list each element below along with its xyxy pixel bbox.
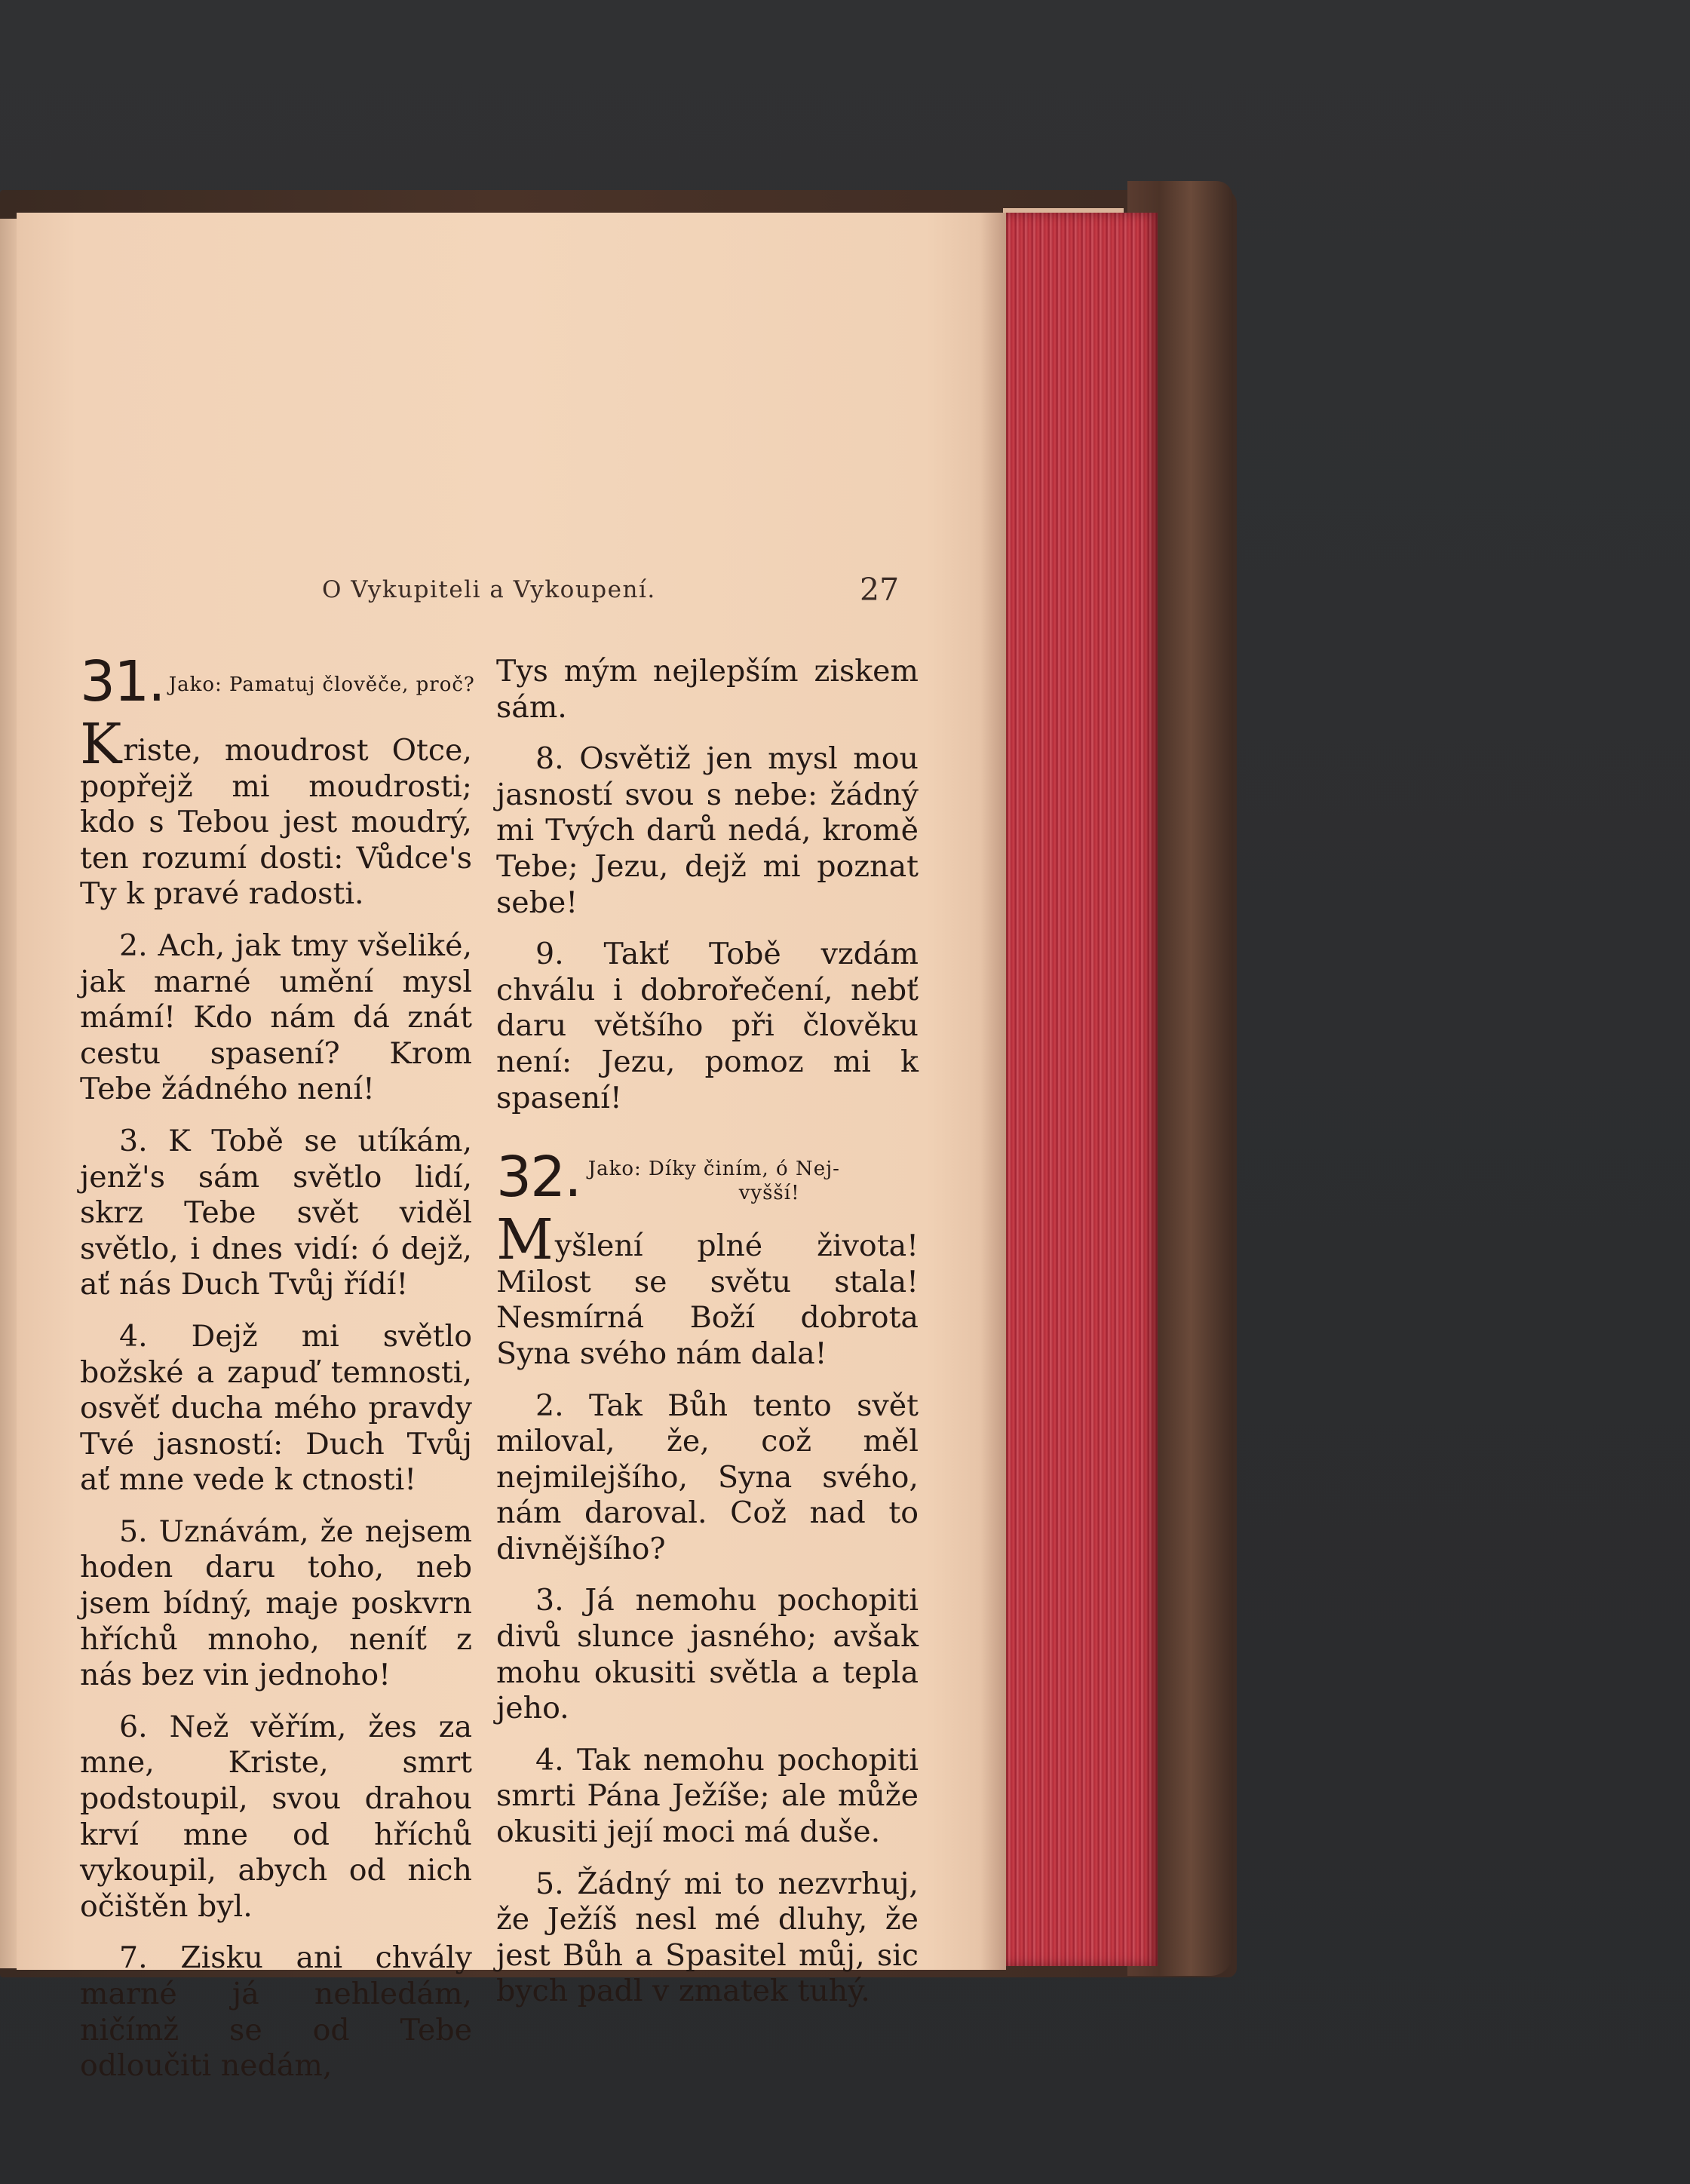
hymn-32-melody <box>588 1157 840 1205</box>
running-head: O Vykupiteli a Vykoupení. <box>322 576 656 603</box>
verse-text: riste, moudrost Otce, popřejž mi moudrosti; kdo s Tebou jest moudrý, ten rozumí dosti: Vůdce's Ty k pravé radosti. <box>80 733 472 912</box>
hymn-32-verse-5: 5. Žádný mi to nezvrhuj, že Ježíš nesl mé dluhy, že jest Bůh a Spasitel můj, sic bych padl v zmatek tuhý. <box>496 1866 919 2009</box>
hymn-32-verse-2: 2. Tak Bůh tento svět miloval, že, což měl nejmilejšího, Syna svého, nám daroval. Což nad to divnějšího? <box>496 1388 919 1566</box>
hymn-31-verse-7-continuation: Tys mým nejlepším ziskem sám. <box>496 654 919 725</box>
hymn-31-verse-1 <box>80 712 472 913</box>
book-page <box>17 213 1006 2084</box>
hymn-32-verse-4: 4. Tak nemohu pochopiti smrti Pána Ježíše; ale může okusiti její moci má duše. <box>496 1742 919 1850</box>
hymn-31-verse-7: 7. Zisku ani chvály marné já nehledám, ničímž se od Tebe odloučiti nedám, <box>80 1940 472 2084</box>
dropcap: M <box>496 1207 554 1273</box>
hymn-32-melody-line-2: vyšší! <box>738 1182 800 1205</box>
hymn-31-verse-4: 4. Dejž mi světlo božské a zapuď temnosti, osvěť ducha mého pravdy Tvé jasností: Duch Tvůj ať mne vede k ctnosti! <box>80 1318 472 1498</box>
hymn-32-number: 32. <box>496 1145 581 1210</box>
page-gutter-shadow <box>980 213 1008 1970</box>
hymn-31-verse-5: 5. Uznávám, že nejsem hoden daru toho, neb jsem bídný, maje poskvrn hříchů mnoho, neníť z nás bez vin jednoho! <box>80 1514 472 1693</box>
left-column <box>80 649 475 2100</box>
hymn-31-verse-6: 6. Než věřím, žes za mne, Kriste, smrt podstoupil, svou drahou krví mne od hříchů vykoupil, abych od nich očištěn byl. <box>80 1709 472 1924</box>
hymn-31-number: 31. <box>80 649 164 714</box>
hymn-32-melody-line-1: Jako: Díky činím, ó Nej- <box>587 1158 840 1181</box>
dropcap: K <box>80 712 122 777</box>
hymn-31-verse-9: 9. Takť Tobě vzdám chválu i dobrořečení, nebť daru většího při člověku není: Jezu, pomoz mi k spasení! <box>496 937 919 1115</box>
hymn-32-verse-3: 3. Já nemohu pochopiti divů slunce jasného; avšak mohu okusiti světla a tepla jeho. <box>496 1583 919 1726</box>
hymn-31-verse-8: 8. Osvětiž jen mysl mou jasností svou s nebe: žádný mi Tvých darů nedá, kromě Tebe; Jezu, dejž mi poznat sebe! <box>496 741 919 920</box>
hymn-31-heading <box>80 649 475 714</box>
hymn-31-verse-3: 3. K Tobě se utíkám, jenž's sám světlo lidí, skrz Tebe svět viděl světlo, i dnes vidí: ó dejž, ať nás Duch Tvůj řídí! <box>80 1123 472 1302</box>
hymn-31-melody: Jako: Pamatuj člověče, proč? <box>168 673 475 697</box>
page-number: 27 <box>860 572 900 608</box>
verse-text: yšlení plné života! Milost se světu stala! Nesmírná Boží dobrota Syna svého nám dala! <box>496 1228 919 1371</box>
hymn-32-heading <box>496 1145 919 1210</box>
hymn-32-verse-1 <box>496 1207 919 1372</box>
red-page-edges <box>1003 213 1158 1966</box>
hymn-31-verse-2: 2. Ach, jak tmy všeliké, jak marné umění mysl mámí! Kdo nám dá znát cestu spasení? Krom Tebe žádného není! <box>80 928 472 1107</box>
right-column <box>496 654 919 2026</box>
